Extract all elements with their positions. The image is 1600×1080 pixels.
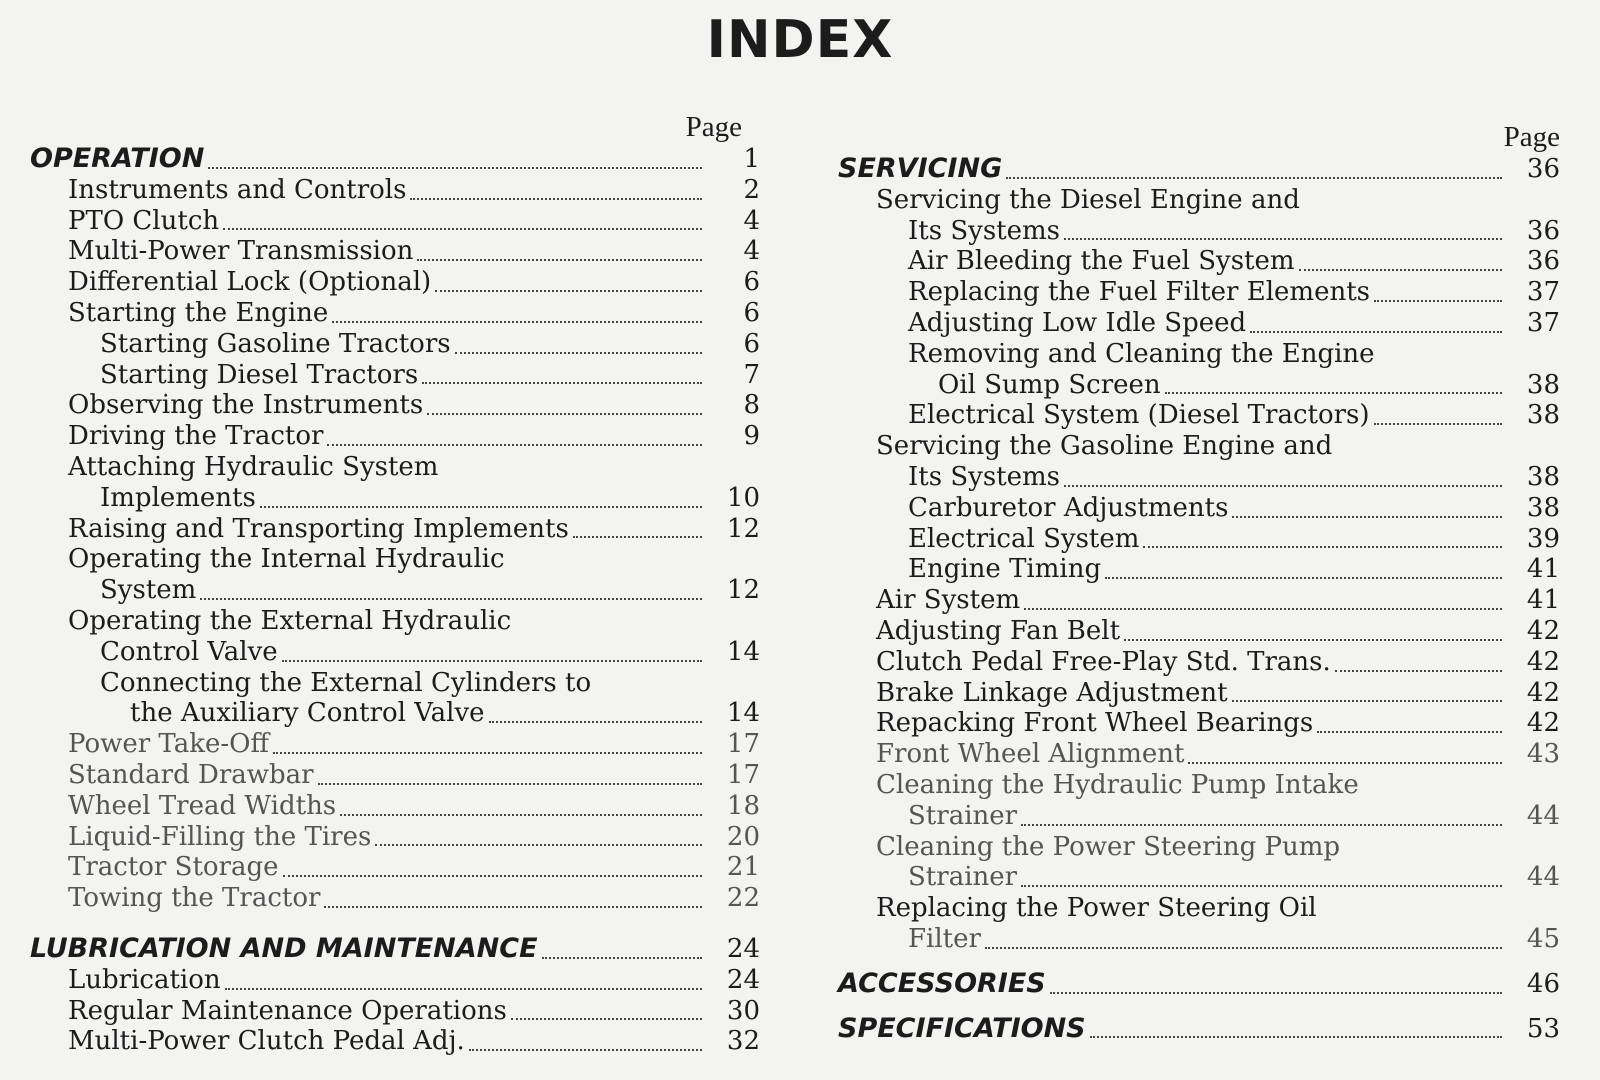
dot-leader — [273, 752, 702, 754]
dot-leader — [282, 660, 702, 662]
entry-label: Its Systems — [908, 215, 1061, 246]
page-number: 9 — [743, 421, 760, 452]
page-number: 32 — [726, 1026, 760, 1057]
dot-leader — [200, 598, 702, 600]
page-number: 10 — [726, 482, 760, 513]
entry-label: Front Wheel Alignment — [876, 739, 1185, 770]
entry-label: Regular Maintenance Operations — [68, 995, 507, 1026]
index-entry[interactable] — [30, 575, 760, 606]
index-entry[interactable] — [30, 729, 760, 760]
dot-leader — [417, 259, 702, 261]
entry-label: Cleaning the Hydraulic Pump Intake — [876, 769, 1359, 800]
entry-label: Starting Gasoline Tractors — [100, 328, 451, 359]
dot-leader — [208, 167, 702, 169]
index-entry[interactable] — [838, 185, 1560, 216]
entry-label: Electrical System — [908, 523, 1140, 554]
dot-leader — [1143, 546, 1502, 548]
index-entry[interactable] — [838, 462, 1560, 493]
entry-label: Operating the External Hydraulic — [68, 605, 512, 636]
dot-leader — [340, 814, 702, 816]
page-number: 53 — [1526, 1013, 1560, 1044]
section-servicing[interactable] — [838, 154, 1560, 185]
page-number: 36 — [1526, 154, 1560, 184]
dot-leader — [427, 413, 702, 415]
entry-label: Cleaning the Power Steering Pump — [876, 831, 1341, 862]
dot-leader — [327, 444, 702, 446]
page-number: 4 — [743, 236, 760, 267]
page-number: 24 — [726, 964, 760, 995]
dot-leader — [435, 290, 702, 292]
page-number: 24 — [726, 933, 760, 964]
index-entry[interactable] — [838, 893, 1560, 924]
dot-leader — [542, 957, 702, 959]
left-column — [30, 110, 760, 1057]
entry-label: Tractor Storage — [68, 852, 279, 883]
dot-leader — [332, 321, 702, 323]
entry-label: Towing the Tractor — [68, 883, 321, 914]
page-number: 41 — [1526, 585, 1560, 616]
index-entry[interactable] — [30, 883, 760, 914]
entry-label: Connecting the External Cylinders to — [100, 667, 592, 698]
index-entry[interactable] — [838, 678, 1560, 709]
entry-label: Starting the Engine — [68, 297, 329, 328]
dot-leader — [1021, 885, 1502, 887]
index-entry[interactable] — [838, 339, 1560, 370]
entry-label: Electrical System (Diesel Tractors) — [908, 400, 1370, 431]
entry-label: Brake Linkage Adjustment — [876, 677, 1228, 708]
entry-label: PTO Clutch — [68, 205, 220, 236]
entry-label: Clutch Pedal Free-Play Std. Trans. — [876, 646, 1331, 677]
page-title: INDEX — [706, 10, 894, 70]
entry-label: Control Valve — [100, 636, 278, 667]
page-number: 42 — [1526, 646, 1560, 677]
section-specifications[interactable] — [838, 1014, 1560, 1045]
entry-label: Multi-Power Clutch Pedal Adj. — [68, 1026, 465, 1057]
dot-leader — [1105, 577, 1502, 579]
entry-label: Repacking Front Wheel Bearings — [876, 708, 1314, 739]
dot-leader — [318, 783, 702, 785]
dot-leader — [1024, 608, 1502, 610]
index-entry[interactable] — [30, 175, 760, 206]
dot-leader — [1250, 331, 1502, 333]
index-entry[interactable] — [30, 1026, 760, 1057]
page-column-header: Page — [1503, 121, 1560, 153]
entry-label: Strainer — [908, 862, 1018, 893]
page-number: 42 — [1526, 708, 1560, 739]
index-entry[interactable] — [30, 606, 760, 637]
page-number: 45 — [1526, 923, 1560, 954]
index-entry[interactable] — [30, 965, 760, 996]
dot-leader — [1317, 731, 1502, 733]
section-gap — [30, 914, 760, 934]
dot-leader — [1374, 300, 1502, 302]
entry-label: Attaching Hydraulic System — [68, 451, 439, 482]
entry-label: Removing and Cleaning the Engine — [908, 338, 1375, 369]
dot-leader — [1021, 824, 1502, 826]
index-entry[interactable] — [30, 360, 760, 391]
dot-leader — [422, 382, 702, 384]
index-entry[interactable] — [838, 246, 1560, 277]
index-entry[interactable] — [838, 585, 1560, 616]
page-number: 17 — [726, 729, 760, 760]
entry-label: Carburetor Adjustments — [908, 492, 1229, 523]
entry-label: Replacing the Power Steering Oil — [876, 893, 1317, 924]
entry-label: Engine Timing — [908, 554, 1102, 585]
entry-label: Its Systems — [908, 461, 1061, 492]
dot-leader — [469, 1049, 702, 1051]
index-entry[interactable] — [30, 698, 760, 729]
entry-label: Air System — [876, 585, 1021, 616]
entry-label: Adjusting Fan Belt — [876, 615, 1121, 646]
dot-leader — [1090, 1036, 1502, 1038]
index-entry[interactable] — [30, 996, 760, 1027]
index-entry[interactable] — [838, 770, 1560, 801]
entry-label: Driving the Tractor — [68, 421, 324, 452]
dot-leader — [1050, 992, 1502, 994]
dot-leader — [225, 988, 702, 990]
entry-label: Filter — [908, 923, 981, 954]
index-entry[interactable] — [30, 544, 760, 575]
page-number: 18 — [726, 790, 760, 821]
section-heading: ACCESSORIES — [838, 967, 1046, 999]
page-number: 12 — [726, 575, 760, 606]
page-number: 37 — [1526, 277, 1560, 308]
page-number: 2 — [743, 174, 760, 205]
page-number: 17 — [726, 759, 760, 790]
dot-leader — [1335, 670, 1502, 672]
page-number: 36 — [1526, 246, 1560, 277]
entry-label: Lubrication — [68, 964, 221, 995]
index-entry[interactable] — [838, 370, 1560, 401]
right-column — [838, 120, 1560, 1044]
entry-label: Observing the Instruments — [68, 390, 424, 421]
dot-leader — [324, 906, 702, 908]
index-entry[interactable] — [30, 421, 760, 452]
page-number: 7 — [743, 359, 760, 390]
index-entry[interactable] — [838, 862, 1560, 893]
entry-label: Instruments and Controls — [68, 174, 407, 205]
entry-label: Oil Sump Screen — [938, 369, 1161, 400]
index-entry[interactable] — [838, 708, 1560, 739]
entry-label: the Auxiliary Control Valve — [130, 698, 485, 729]
page-number: 6 — [743, 328, 760, 359]
page-number: 4 — [743, 205, 760, 236]
dot-leader — [283, 875, 702, 877]
index-entry[interactable] — [838, 524, 1560, 555]
entry-label: Multi-Power Transmission — [68, 236, 414, 267]
page-number: 37 — [1526, 307, 1560, 338]
entry-label: Starting Diesel Tractors — [100, 359, 419, 390]
section-gap — [838, 955, 1560, 969]
page-number: 44 — [1526, 800, 1560, 831]
entry-label: Strainer — [908, 800, 1018, 831]
page-number: 22 — [726, 883, 760, 914]
entry-label: Adjusting Low Idle Speed — [908, 307, 1247, 338]
page-number: 44 — [1526, 862, 1560, 893]
dot-leader — [511, 1018, 702, 1020]
entry-label: Power Take-Off — [68, 729, 269, 760]
index-entry[interactable] — [30, 791, 760, 822]
index-entry[interactable] — [838, 400, 1560, 431]
page-number: 21 — [726, 852, 760, 883]
page-number: 6 — [743, 267, 760, 298]
dot-leader — [375, 844, 702, 846]
dot-leader — [1064, 238, 1502, 240]
index-entry[interactable] — [838, 431, 1560, 462]
dot-leader — [1124, 639, 1502, 641]
entry-label: Implements — [100, 482, 256, 513]
page-column-header: Page — [685, 111, 742, 143]
entry-label: Operating the Internal Hydraulic — [68, 544, 505, 575]
dot-leader — [1232, 516, 1502, 518]
entry-label: Servicing the Gasoline Engine and — [876, 431, 1333, 462]
section-gap — [838, 1000, 1560, 1014]
dot-leader — [1374, 423, 1502, 425]
index-entry[interactable] — [30, 452, 760, 483]
section-heading: SERVICING — [838, 153, 1003, 184]
page-number: 38 — [1526, 492, 1560, 523]
index-entry[interactable] — [30, 329, 760, 360]
page-number: 43 — [1526, 739, 1560, 770]
entry-label: System — [100, 575, 197, 606]
page-number: 8 — [743, 390, 760, 421]
page-number: 6 — [743, 297, 760, 328]
entry-label: Replacing the Fuel Filter Elements — [908, 277, 1371, 308]
section-operation[interactable] — [30, 144, 760, 175]
entry-label: Servicing the Diesel Engine and — [876, 184, 1300, 215]
index-entry[interactable] — [838, 493, 1560, 524]
dot-leader — [1232, 700, 1502, 702]
dot-leader — [1299, 269, 1502, 271]
dot-leader — [1006, 177, 1502, 179]
section-heading: SPECIFICATIONS — [838, 1012, 1086, 1044]
index-entry[interactable] — [30, 668, 760, 699]
page-number: 36 — [1526, 215, 1560, 246]
index-entry[interactable] — [30, 760, 760, 791]
dot-leader — [223, 228, 702, 230]
index-entry[interactable] — [838, 616, 1560, 647]
index-entry[interactable] — [30, 514, 760, 545]
page-number: 41 — [1526, 554, 1560, 585]
index-entry[interactable] — [30, 390, 760, 421]
index-entry[interactable] — [838, 216, 1560, 247]
index-entry[interactable] — [30, 483, 760, 514]
index-entry[interactable] — [30, 206, 760, 237]
index-entry[interactable] — [838, 647, 1560, 678]
page-number: 46 — [1526, 968, 1560, 999]
page-number: 20 — [726, 821, 760, 852]
dot-leader — [1064, 485, 1502, 487]
index-entry[interactable] — [838, 801, 1560, 832]
dot-leader — [1165, 392, 1502, 394]
dot-leader — [1188, 762, 1502, 764]
dot-leader — [985, 947, 1502, 949]
index-entry[interactable] — [838, 924, 1560, 955]
dot-leader — [489, 721, 702, 723]
page-number: 42 — [1526, 677, 1560, 708]
section-lubrication[interactable] — [30, 934, 760, 965]
entry-label: Air Bleeding the Fuel System — [908, 246, 1295, 277]
dot-leader — [573, 536, 702, 538]
page-number: 42 — [1526, 615, 1560, 646]
page-number: 14 — [726, 636, 760, 667]
page-number: 1 — [743, 144, 760, 174]
entry-label: Raising and Transporting Implements — [68, 513, 569, 544]
index-entry[interactable] — [30, 267, 760, 298]
section-heading: OPERATION — [30, 143, 205, 174]
dot-leader — [260, 506, 702, 508]
index-entry[interactable] — [30, 852, 760, 883]
dot-leader — [410, 198, 702, 200]
index-entry[interactable] — [30, 822, 760, 853]
index-entry[interactable] — [838, 277, 1560, 308]
page-number: 38 — [1526, 400, 1560, 431]
dot-leader — [455, 352, 702, 354]
page-number: 30 — [726, 995, 760, 1026]
page-number: 14 — [726, 698, 760, 729]
index-entry[interactable] — [838, 554, 1560, 585]
section-heading: LUBRICATION AND MAINTENANCE — [30, 932, 538, 964]
page-number: 38 — [1526, 369, 1560, 400]
index-entry[interactable] — [30, 236, 760, 267]
entry-label: Liquid-Filling the Tires — [68, 821, 372, 852]
page-number: 38 — [1526, 461, 1560, 492]
page-number: 39 — [1526, 523, 1560, 554]
index-entry[interactable] — [30, 637, 760, 668]
index-entry[interactable] — [838, 308, 1560, 339]
section-accessories[interactable] — [838, 969, 1560, 1000]
entry-label: Wheel Tread Widths — [68, 790, 337, 821]
index-entry[interactable] — [838, 739, 1560, 770]
entry-label: Differential Lock (Optional) — [68, 267, 432, 298]
index-entry[interactable] — [838, 832, 1560, 863]
page-number: 12 — [726, 513, 760, 544]
entry-label: Standard Drawbar — [68, 759, 314, 790]
index-entry[interactable] — [30, 298, 760, 329]
